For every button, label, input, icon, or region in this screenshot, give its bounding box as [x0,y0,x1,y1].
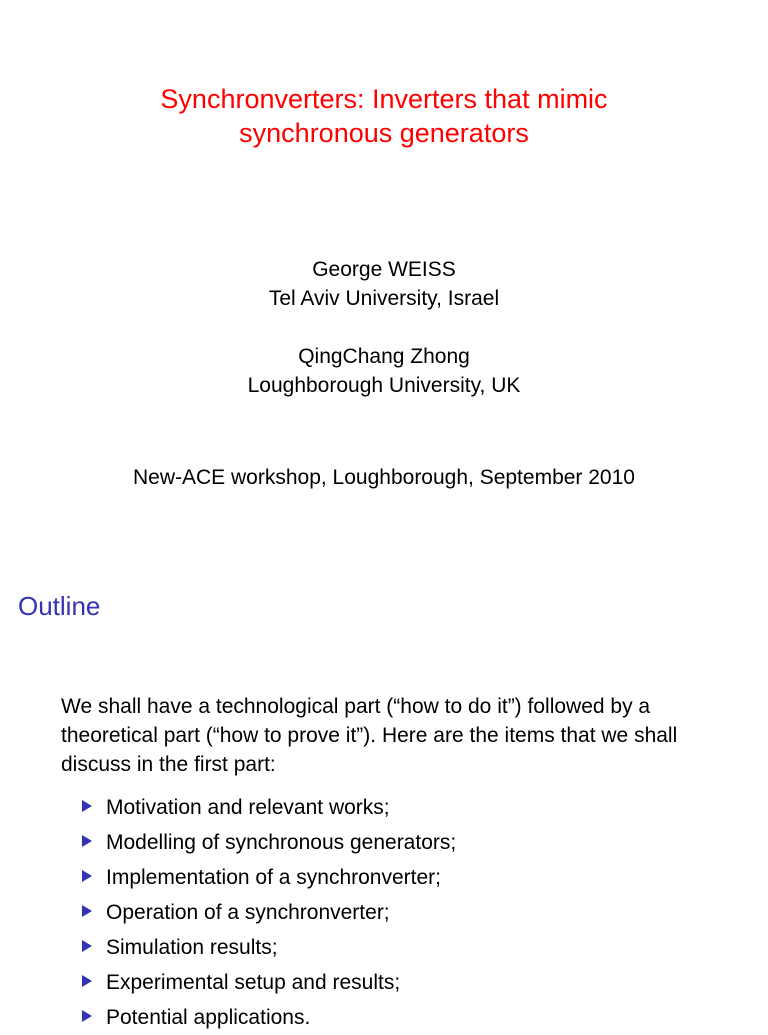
triangle-bullet-icon [82,975,92,987]
triangle-bullet-icon [82,940,92,952]
list-item-text: Modelling of synchronous generators; [106,831,457,854]
title-line-1: Synchronverters: Inverters that mimic [160,84,608,114]
list-item [82,895,456,930]
author-affiliation: Tel Aviv University, Israel [268,287,500,310]
triangle-bullet-icon [82,800,92,812]
event-info: New-ACE workshop, Loughborough, September 2010 [133,466,635,489]
triangle-bullet-icon [82,870,92,882]
list-item-text: Motivation and relevant works; [106,796,390,819]
triangle-bullet-icon [82,1010,92,1022]
intro-paragraph: We shall have a technological part (“how to do it”) followed by a theoretical part (“how to prove it”). Here are the items that we shall discuss in the first part: [61,695,678,776]
author-affiliation: Loughborough University, UK [247,374,521,397]
list-item-text: Implementation of a synchronverter; [106,866,441,889]
triangle-bullet-icon [82,835,92,847]
list-item [82,965,456,1000]
list-item-text: Simulation results; [106,936,278,959]
title-line-2: synchronous generators [239,118,529,148]
outline-list [82,790,456,1035]
list-item-text: Potential applications. [106,1006,311,1029]
list-item-text: Experimental setup and results; [106,971,401,994]
list-item [82,930,456,965]
triangle-bullet-icon [82,905,92,917]
list-item [82,860,456,895]
author-block [0,255,768,400]
list-item-text: Operation of a synchronverter; [106,901,390,924]
author-name: QingChang Zhong [298,345,470,368]
author-name: George WEISS [312,258,456,281]
list-item [82,790,456,825]
list-item [82,825,456,860]
list-item [82,1000,456,1035]
outline-heading: Outline [18,591,101,621]
author-spacer [0,313,768,342]
slide-title [0,82,768,150]
